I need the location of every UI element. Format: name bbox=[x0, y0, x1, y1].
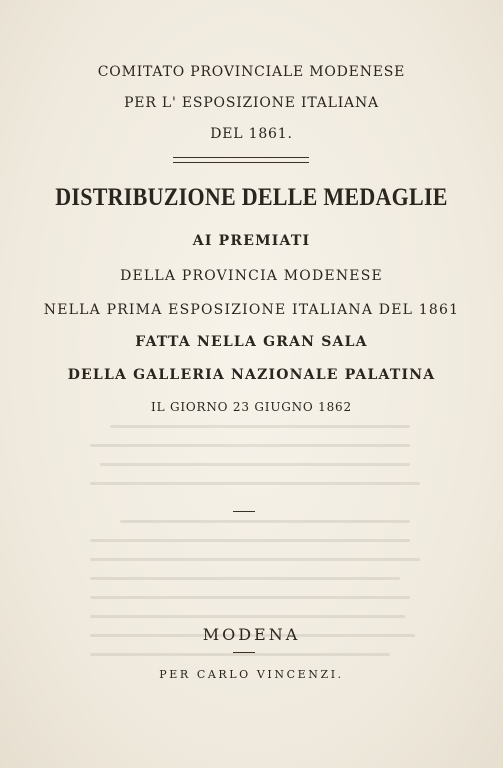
imprint-city: MODENA bbox=[202, 625, 301, 644]
subtitle-awardees: AI PREMIATI bbox=[192, 233, 311, 249]
subtitle-gallery: DELLA GALLERIA NAZIONALE PALATINA bbox=[67, 367, 436, 383]
committee-name: COMITATO PROVINCIALE MODENESE bbox=[97, 64, 406, 80]
imprint-dash bbox=[233, 652, 255, 653]
show-through-text bbox=[90, 425, 430, 695]
subtitle-hall: FATTA NELLA GRAN SALA bbox=[135, 334, 368, 350]
imprint-printer: PER CARLO VINCENZI. bbox=[159, 668, 344, 681]
document-title: DISTRIBUZIONE DELLE MEDAGLIE bbox=[55, 184, 448, 211]
subtitle-exhibition: NELLA PRIMA ESPOSIZIONE ITALIANA DEL 1861 bbox=[43, 302, 460, 318]
subtitle-province: DELLA PROVINCIA MODENESE bbox=[120, 268, 383, 284]
exhibition-name: PER L' ESPOSIZIONE ITALIANA bbox=[124, 95, 379, 111]
exhibition-year: DEL 1861. bbox=[210, 126, 293, 142]
separator-dash bbox=[233, 511, 255, 512]
double-rule bbox=[173, 157, 309, 163]
event-date: IL GIORNO 23 GIUGNO 1862 bbox=[151, 400, 352, 414]
